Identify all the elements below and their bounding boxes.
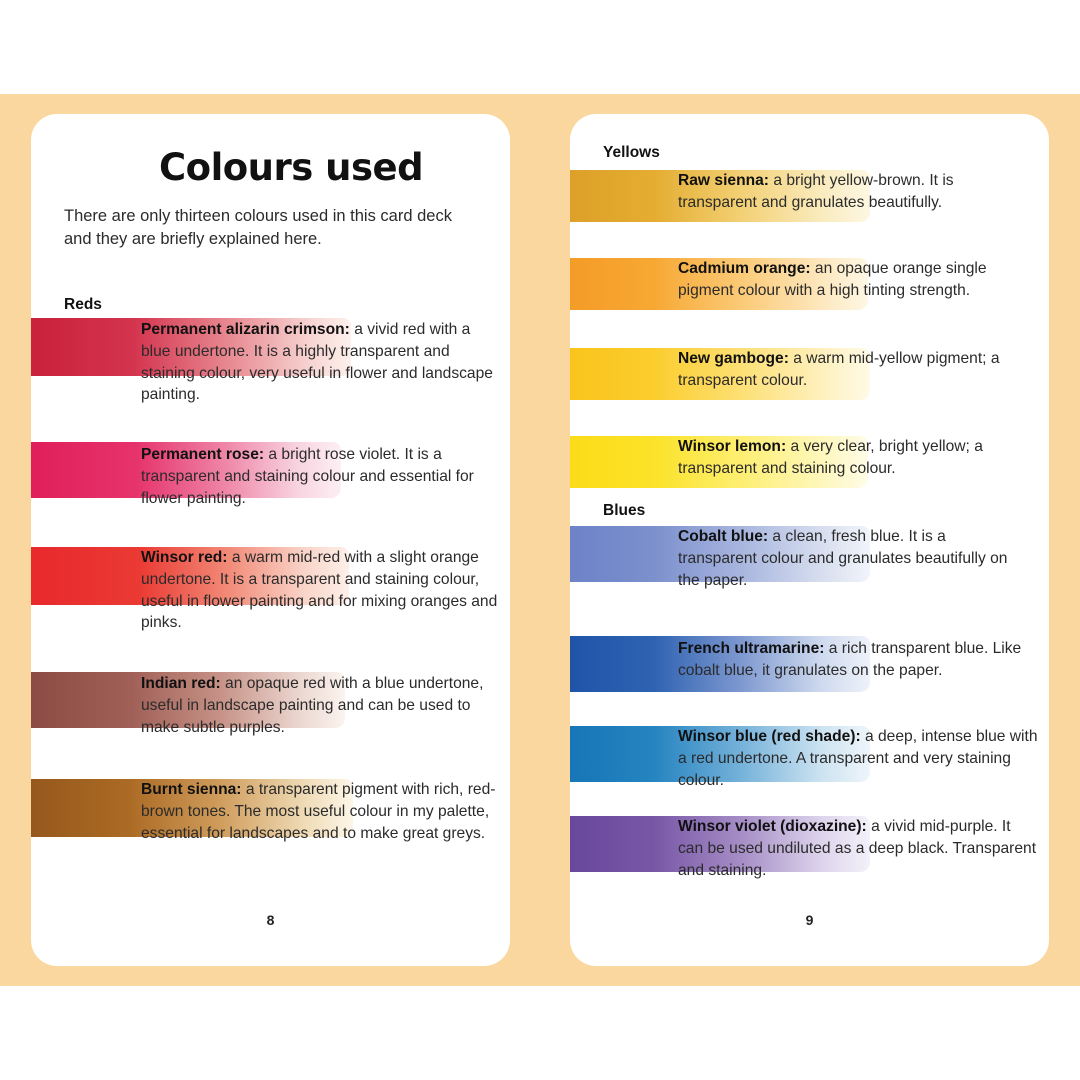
colour-entry-text (678, 170, 1028, 214)
colour-name: Indian red: (141, 675, 221, 692)
colour-description: an opaque red with a blue undertone, useful in landscape painting and can be used to make subtle purples. (141, 675, 484, 736)
colour-entry-text (141, 444, 501, 509)
colour-entry-text (141, 319, 501, 406)
colour-description: a warm mid-red with a slight orange undertone. It is a transparent and staining colour, useful in flower painting and for mixing oranges and pinks. (141, 549, 498, 632)
colour-name: Winsor red: (141, 549, 228, 566)
colour-entry-text (678, 258, 1040, 302)
colour-description: a very clear, bright yellow; a transparent and staining colour. (678, 438, 983, 477)
colour-name: French ultramarine: (678, 640, 825, 657)
colour-entry-text (141, 547, 506, 634)
colour-name: Permanent rose: (141, 446, 265, 463)
colour-name: Winsor lemon: (678, 438, 787, 455)
section-label-reds: Reds (64, 296, 102, 313)
section-label-blues: Blues (603, 502, 646, 519)
intro-paragraph: There are only thirteen colours used in this card deck and they are briefly explained here. (64, 207, 452, 249)
colour-entry-text (141, 673, 501, 738)
colour-name: Cobalt blue: (678, 528, 769, 545)
colour-entry-text (678, 526, 1028, 591)
colour-entry-text (678, 816, 1038, 881)
right-page (570, 114, 1049, 966)
colour-description: a vivid mid-purple. It can be used undiluted as a deep black. Transparent and staining. (678, 818, 1037, 879)
colour-entry-text (678, 726, 1038, 791)
colour-name: Winsor blue (red shade): (678, 728, 861, 745)
page-title: Colours used (159, 146, 424, 189)
colour-description: a transparent pigment with rich, red-brown tones. The most useful colour in my palette, essential for landscapes and to make great greys. (141, 781, 496, 842)
colour-description: a bright yellow-brown. It is transparent and granulates beautifully. (678, 172, 954, 211)
colour-description: a deep, intense blue with a red undertone. A transparent and very staining colour. (678, 728, 1038, 789)
colour-description: a vivid red with a blue undertone. It is a highly transparent and staining colour, very useful in flower and landscape painting. (141, 321, 493, 404)
colour-description: a rich transparent blue. Like cobalt blue, it granulates on the paper. (678, 640, 1022, 679)
colour-name: Raw sienna: (678, 172, 769, 189)
colour-entry-text (678, 638, 1043, 682)
colour-description: a warm mid-yellow pigment; a transparent colour. (678, 350, 1000, 389)
colour-description: a bright rose violet. It is a transparent and staining colour and essential for flower painting. (141, 446, 474, 507)
section-label-yellows: Yellows (603, 144, 660, 161)
book-spread (0, 94, 1080, 986)
page-number-right: 9 (805, 912, 814, 928)
colour-description: a clean, fresh blue. It is a transparent colour and granulates beautifully on the paper. (678, 528, 1008, 589)
left-page (31, 114, 510, 966)
colour-name: New gamboge: (678, 350, 789, 367)
colour-name: Cadmium orange: (678, 260, 811, 277)
colour-entry-text (141, 779, 506, 844)
page-number-left: 8 (266, 912, 275, 928)
colour-entry-text (678, 348, 1040, 392)
colour-name: Permanent alizarin crimson: (141, 321, 350, 338)
colour-name: Burnt sienna: (141, 781, 242, 798)
colour-description: an opaque orange single pigment colour with a high tinting strength. (678, 260, 987, 299)
colour-entry-text (678, 436, 1040, 480)
colour-name: Winsor violet (dioxazine): (678, 818, 867, 835)
